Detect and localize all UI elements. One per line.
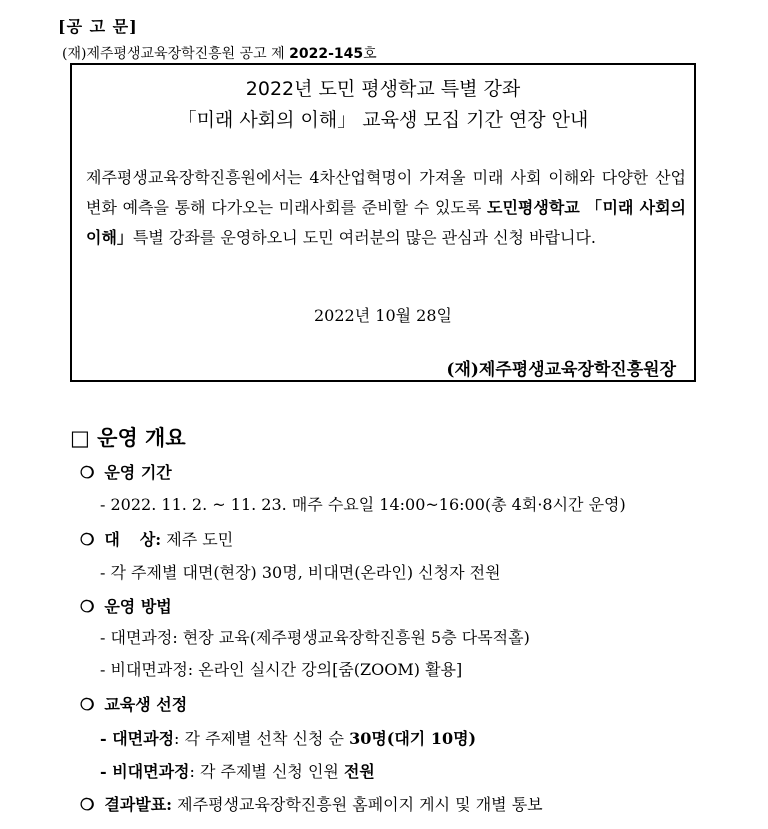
target-detail: - 각 주제별 대면(현장) 30명, 비대면(온라인) 신청자 전원 [100,563,501,582]
notice-signature: (재)제주평생교육장학진흥원장 [446,360,676,380]
period-detail: - 2022. 11. 2. ~ 11. 23. 매주 수요일 14:00~16:00(총 4회·8시간 운영) [100,495,626,514]
paragraph-text-1: 제주평생교육장학진흥원에서는 4차산업혁명이 가져올 미래 사회 이해와 다양한 산업 변화 예측을 통해 다가오는 미래사회를 준비할 수 있도록 [86,168,686,217]
method-detail-2: - 비대면과정: 온라인 실시간 강의[줌(ZOOM) 활용] [100,660,463,679]
paragraph-text-2: 특별 강좌를 운영하오니 도민 여러분의 많은 관심과 신청 바랍니다. [132,228,597,247]
method-detail-1: - 대면과정: 현장 교육(제주평생교육장학진흥원 5층 다목적홀) [100,628,530,647]
selection-online-text: : 각 주제별 신청 인원 [189,762,344,781]
selection-online-count: 전원 [343,762,375,781]
bullet-circle-icon: ❍ [80,530,95,549]
notice-suffix: 호 [363,46,377,62]
bullet-circle-icon: ❍ [80,795,95,814]
notice-paragraph [86,163,686,253]
result-label: 결과발표: [104,795,173,814]
target-value: 제주 도민 [166,530,234,549]
bullet-method [80,594,172,617]
result-text: 제주평생교육장학진흥원 홈페이지 게시 및 개별 통보 [172,795,543,814]
bullet-circle-icon: ❍ [80,597,95,616]
selection-online-label: - 비대면과정 [100,762,190,781]
notice-tag: [공 고 문] [58,17,138,36]
notice-number-line [62,43,377,63]
notice-box [70,63,696,382]
target-label-b: 상: [139,530,162,549]
bullet-result [80,792,543,815]
selection-online [100,759,375,782]
selection-offline-count: 30명(대기 10명) [349,729,477,748]
paragraph-bold-program: 도민평생학교 「미래 사회의 이해」 [86,198,686,247]
selection-offline [100,726,476,749]
notice-title-line1: 2022년 도민 평생학교 특별 강좌 [245,78,521,100]
bullet-target [80,527,233,550]
target-label-a: 대 [104,530,140,549]
bullet-circle-icon: ❍ [80,695,95,714]
bullet-period [80,460,172,483]
bullet-circle-icon: ❍ [80,463,95,482]
notice-title-line2: 「미래 사회의 이해」 교육생 모집 기간 연장 안내 [177,109,589,131]
selection-offline-label: - 대면과정 [100,729,175,748]
notice-number: 2022-145 [289,46,364,62]
notice-issuer: (재)제주평생교육장학진흥원 공고 제 [62,46,290,62]
section-heading: □ 운영 개요 [70,426,186,450]
notice-date: 2022년 10월 28일 [314,306,452,325]
bullet-selection [80,692,187,715]
selection-offline-text: : 각 주제별 선착 신청 순 [174,729,350,748]
method-label: 운영 방법 [104,597,172,616]
period-label: 운영 기간 [104,463,172,482]
selection-label: 교육생 선정 [104,695,188,714]
